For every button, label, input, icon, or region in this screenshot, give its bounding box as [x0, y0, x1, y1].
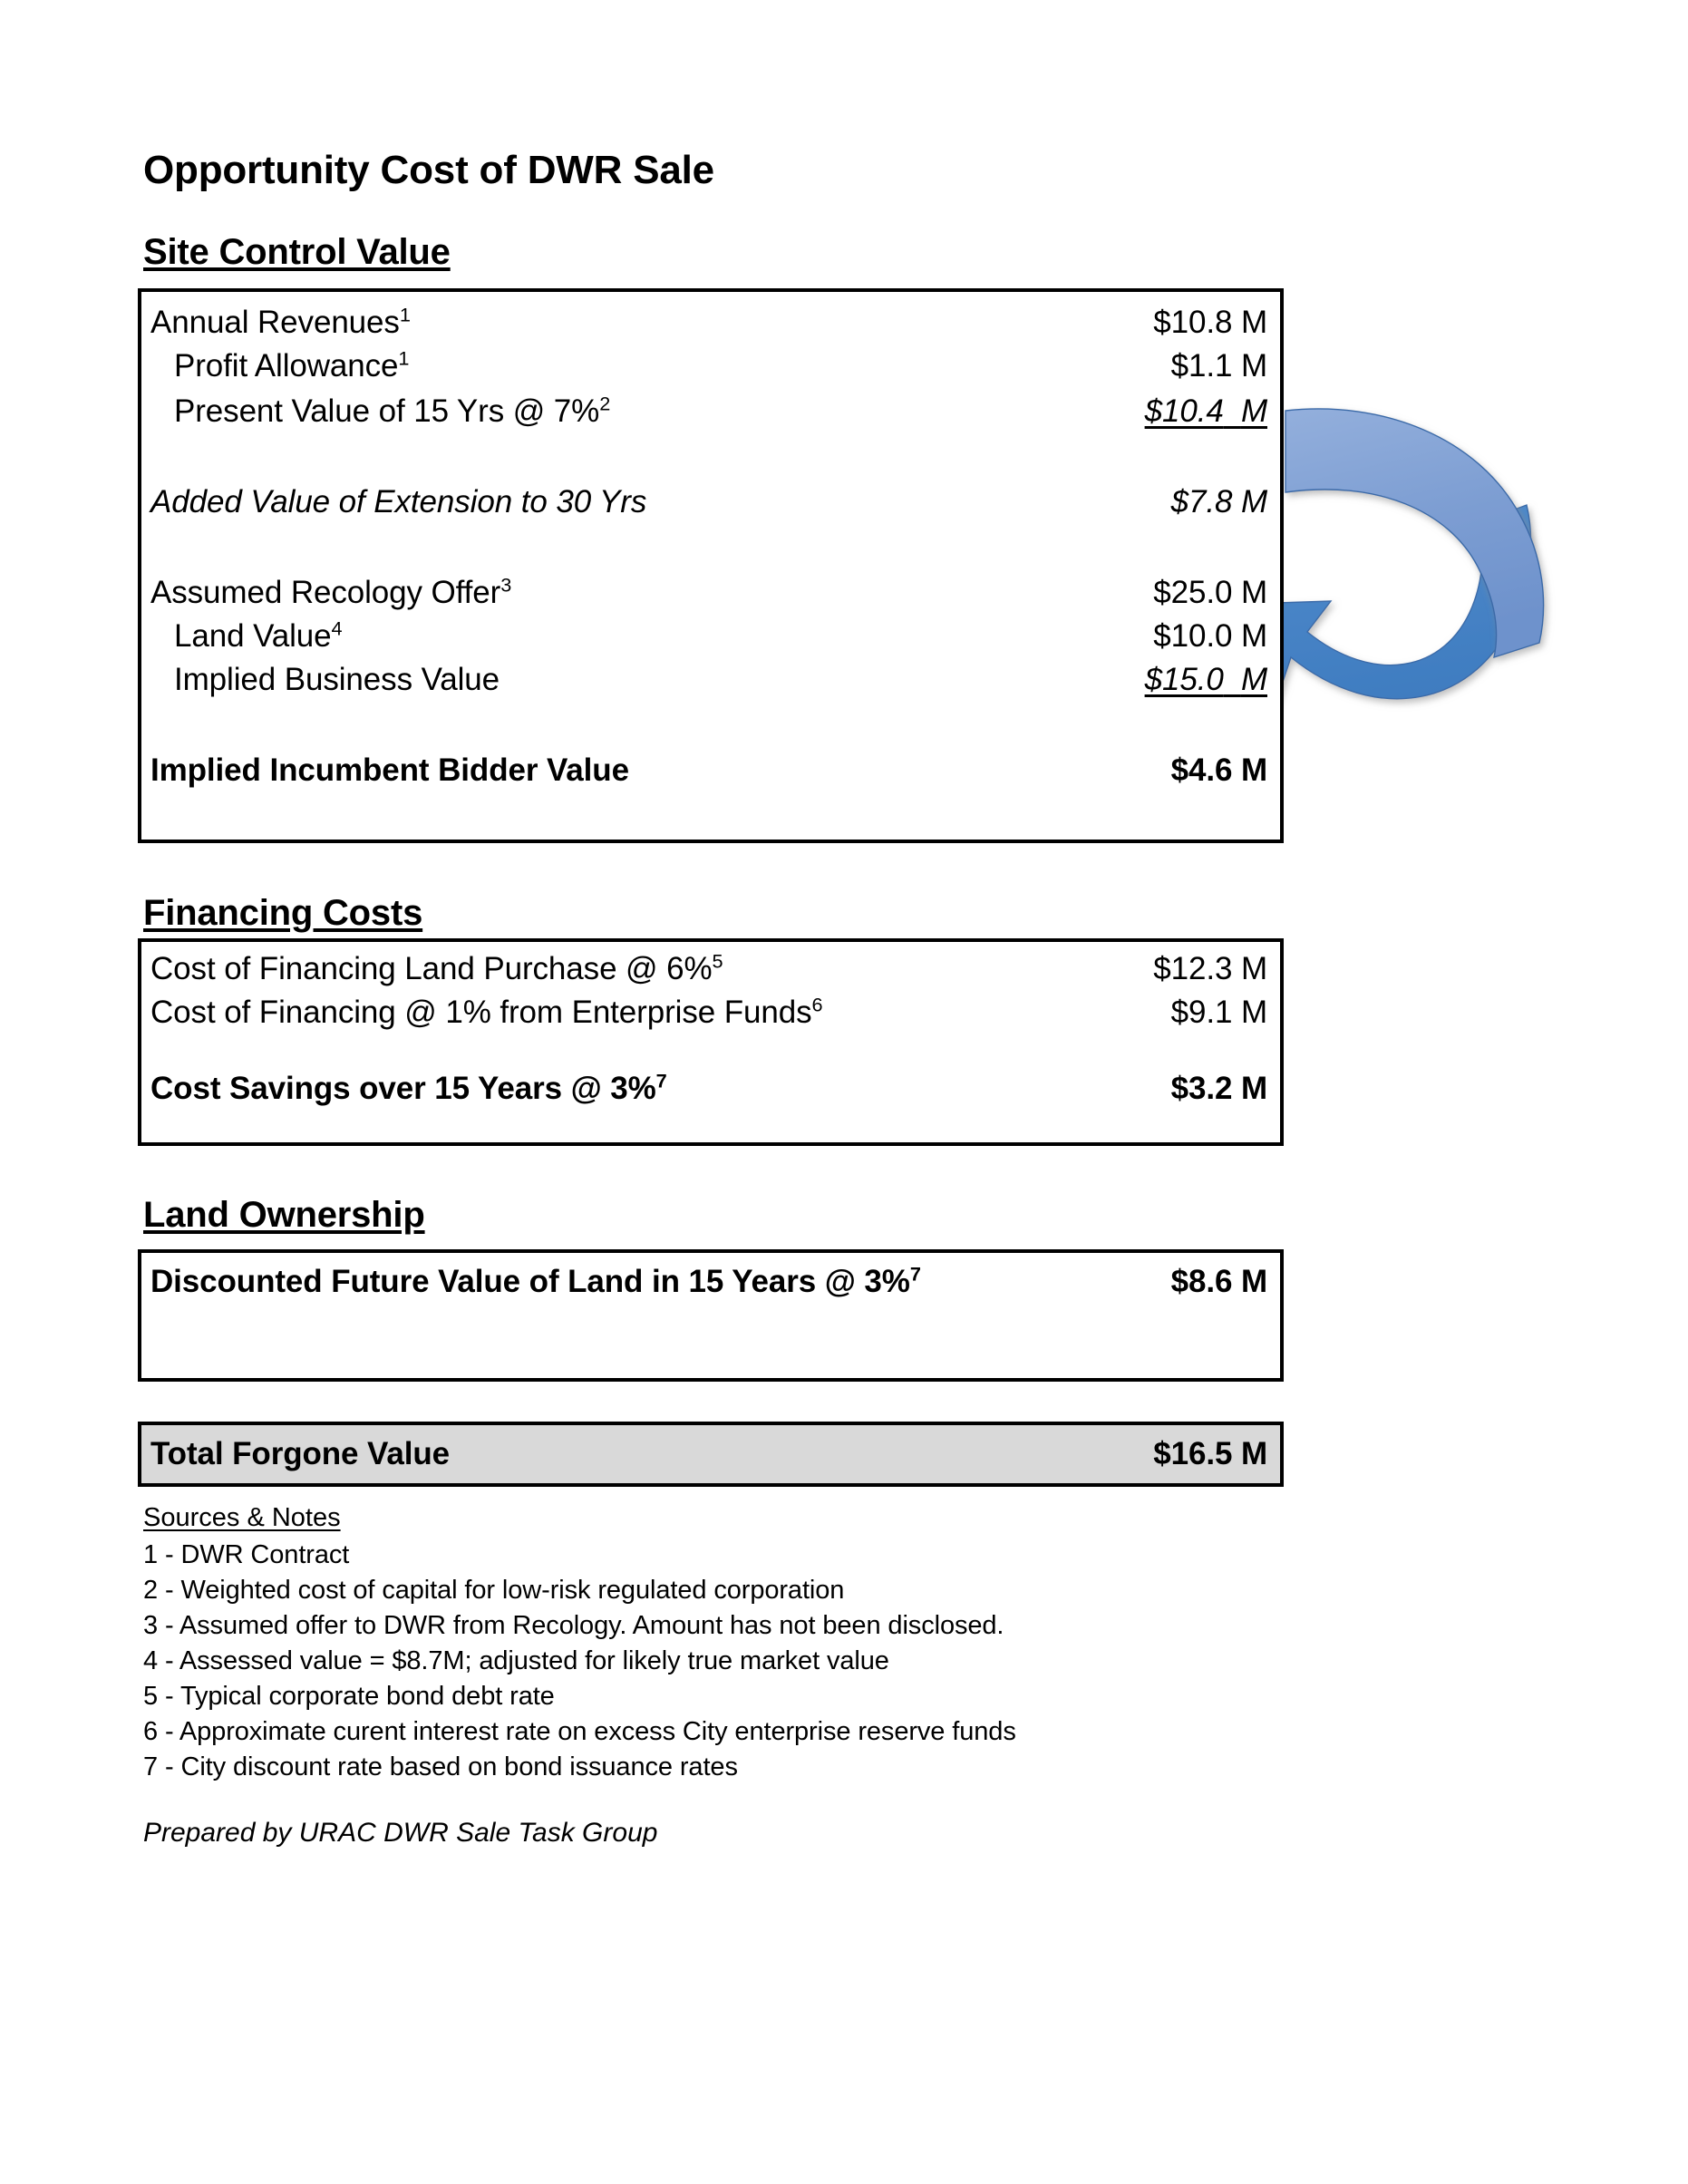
footnote-marker: 2 [599, 392, 611, 415]
row-label: Cost of Financing Land Purchase @ 6%$^5$ [150, 949, 723, 986]
table-row-total [141, 1432, 1280, 1476]
row-label: Assumed Recology Offer$^3$ [150, 573, 512, 610]
sources-and-notes [143, 1500, 1412, 1785]
row-value-unit: M [1240, 393, 1267, 429]
notes-title: Sources & Notes [143, 1503, 341, 1532]
note-item: 2 - Weighted cost of capital for low-risk regulated corporation [143, 1576, 845, 1605]
row-value: $3.2 M [1170, 1071, 1267, 1106]
table-row [141, 947, 1280, 991]
row-value: $15.0 M [1144, 662, 1267, 697]
row-value: $8.6 M [1170, 1264, 1267, 1299]
row-label: Profit Allowance$^1$ [174, 346, 410, 383]
table-row [141, 390, 1280, 433]
row-value: $10.8 M [1153, 305, 1267, 340]
footnote-marker: 4 [331, 616, 343, 640]
row-label: Implied Incumbent Bidder Value [150, 752, 629, 788]
table-land-ownership [138, 1249, 1284, 1382]
table-row [141, 658, 1280, 702]
table-row [141, 1260, 1280, 1304]
footnote-marker: 6 [811, 993, 823, 1016]
row-value: $4.6 M [1170, 752, 1267, 788]
row-value: $7.8 M [1170, 484, 1267, 519]
row-label: Cost Savings over 15 Years @ 3%$^7$ [150, 1069, 667, 1106]
row-value-unit: M [1240, 662, 1267, 697]
table-total-forgone-value [138, 1422, 1284, 1487]
table-row-total [141, 749, 1280, 792]
note-item: 7 - City discount rate based on bond issuance rates [143, 1752, 738, 1781]
row-label: Added Value of Extension to 30 Yrs [150, 484, 647, 519]
total-value: $16.5 M [1153, 1436, 1267, 1471]
row-label: Discounted Future Value of Land in 15 Years @ 3%$^7$ [150, 1262, 921, 1299]
table-row [141, 480, 1280, 524]
note-item: 1 - DWR Contract [143, 1540, 350, 1569]
row-value: $10.4 M [1144, 393, 1267, 429]
table-row [141, 301, 1280, 345]
row-label: Implied Business Value [174, 662, 500, 697]
row-label: Cost of Financing @ 1% from Enterprise Funds$^6$ [150, 993, 823, 1030]
table-row [141, 615, 1280, 658]
curved-u-turn-arrow-icon [1267, 385, 1557, 748]
row-value: $1.1 M [1170, 348, 1267, 383]
prepared-by-line: Prepared by URAC DWR Sale Task Group [143, 1818, 658, 1848]
note-item: 3 - Assumed offer to DWR from Recology. Amount has not been disclosed. [143, 1611, 1004, 1640]
table-row-total [141, 1067, 1280, 1111]
table-row [141, 571, 1280, 615]
footnote-marker: 5 [712, 949, 723, 973]
row-label: Land Value$^4$ [174, 616, 343, 654]
footnote-marker: 7 [655, 1069, 667, 1092]
note-item: 4 - Assessed value = $8.7M; adjusted for likely true market value [143, 1646, 889, 1675]
section-heading-land-ownership: Land Ownership [143, 1195, 425, 1235]
page-title: Opportunity Cost of DWR Sale [143, 148, 714, 192]
table-financing-costs [138, 938, 1284, 1146]
section-heading-financing-costs: Financing Costs [143, 893, 423, 933]
footnote-marker: 7 [909, 1262, 921, 1286]
row-value: $25.0 M [1153, 575, 1267, 610]
row-value: $10.0 M [1153, 618, 1267, 654]
row-value: $12.3 M [1153, 951, 1267, 986]
note-item: 5 - Typical corporate bond debt rate [143, 1682, 555, 1711]
section-heading-site-control-value: Site Control Value [143, 232, 451, 272]
row-label: Annual Revenues$^1$ [150, 303, 411, 340]
footnote-marker: 1 [398, 346, 410, 370]
table-site-control-value [138, 288, 1284, 843]
footnote-marker: 1 [399, 303, 411, 326]
table-row [141, 345, 1280, 388]
note-item: 6 - Approximate curent interest rate on excess City enterprise reserve funds [143, 1717, 1016, 1746]
row-label: Present Value of 15 Yrs @ 7%$^2$ [174, 392, 611, 429]
arrow-upper-segment [1285, 409, 1544, 657]
total-label: Total Forgone Value [150, 1436, 450, 1471]
footnote-marker: 3 [500, 573, 512, 597]
table-row [141, 991, 1280, 1034]
row-value: $9.1 M [1170, 995, 1267, 1030]
